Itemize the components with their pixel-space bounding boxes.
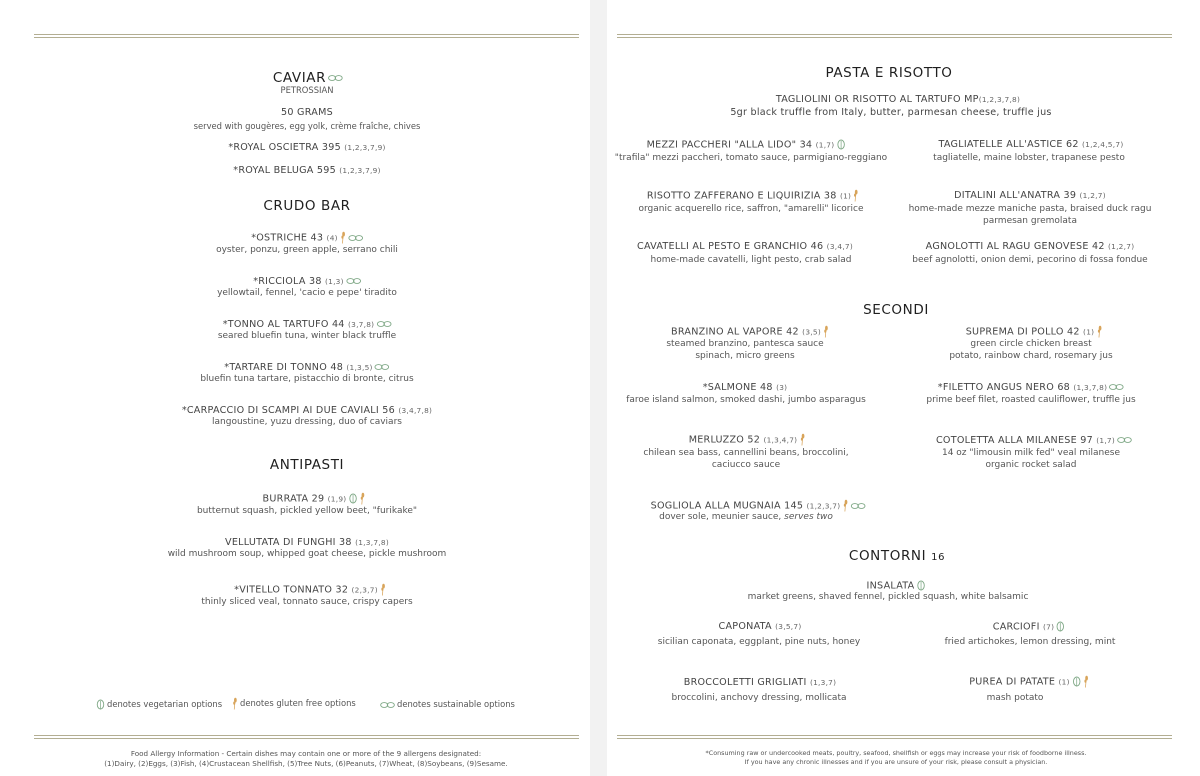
allergen-codes: (1,7): [815, 140, 835, 150]
consumer-advisory-footer: [706, 749, 1087, 767]
page-gutter: [590, 0, 607, 776]
item-description: fried artichokes, lemon dressing, mint: [944, 637, 1116, 647]
allergen-codes: (3): [776, 383, 788, 392]
item-name: BURRATA 29: [262, 493, 325, 505]
allergen-codes: (2,3,7): [351, 585, 378, 595]
menu-item: [637, 241, 853, 252]
legend-text: denotes sustainable options: [397, 699, 515, 709]
menu-item: [703, 382, 788, 393]
item-description: oyster, ponzu, green apple, serrano chili: [216, 245, 398, 255]
item-name: MERLUZZO 52: [688, 434, 761, 446]
item-description: 14 oz "limousin milk fed" veal milanese: [941, 448, 1121, 458]
contorni-price: 16: [931, 552, 946, 563]
menu-item: [233, 165, 380, 176]
sustainable-fish-icon: [375, 363, 390, 371]
item-name: AGNOLOTTI AL RAGU GENOVESE 42: [925, 241, 1105, 252]
allergen-codes: (3,5,7): [775, 622, 802, 631]
item-name: CAPONATA: [718, 621, 772, 632]
item-description: green circle chicken breast: [970, 339, 1092, 349]
menu-item: [684, 677, 837, 688]
crudo-section-title: CRUDO BAR: [263, 198, 351, 214]
item-name: MEZZI PACCHERI "ALLA LIDO" 34: [646, 139, 813, 151]
sustainable-fish-icon: [1109, 383, 1124, 391]
allergen-codes: (1,2,7): [1108, 242, 1135, 251]
item-name: *OSTRICHE 43: [251, 232, 324, 244]
bottom-rule: [617, 735, 1172, 739]
gluten-free-wheat-icon: [340, 231, 346, 244]
item-name: CAVATELLI AL PESTO E GRANCHIO 46: [636, 241, 824, 252]
allergen-codes: (1,2,3,7): [806, 501, 841, 511]
gluten-free-wheat-icon: [359, 492, 365, 505]
menu-item: [251, 231, 363, 244]
allergen-codes: (1,3,5): [346, 363, 373, 372]
caviar-section-title: [273, 70, 343, 86]
menu-item: [651, 499, 866, 512]
item-name: COTOLETTA ALLA MILANESE 97: [935, 435, 1093, 446]
sustainable-fish-icon: [376, 320, 391, 328]
legend-vegetarian: [96, 699, 222, 710]
legend-sustainable: [380, 699, 515, 709]
sustainable-fish-icon: [1117, 436, 1132, 444]
allergen-codes: (1,2,3,7,8): [978, 95, 1021, 104]
item-name: TAGLIATELLE ALL'ASTICE 62: [938, 139, 1079, 150]
menu-item: [671, 325, 829, 338]
item-description: spinach, micro greens: [695, 351, 795, 361]
menu-item: [647, 139, 846, 151]
item-description: wild mushroom soup, whipped goat cheese, pickle mushroom: [167, 549, 447, 559]
item-description: potato, rainbow chard, rosemary jus: [949, 351, 1113, 361]
contorni-title-text: CONTORNI: [848, 548, 927, 564]
gluten-free-wheat-icon: [1096, 325, 1102, 338]
allergen-codes: (1,3,7,8): [355, 538, 389, 547]
vegetarian-leaf-icon: [348, 493, 357, 504]
item-name: TAGLIOLINI OR RISOTTO AL TARTUFO MP: [775, 94, 979, 105]
menu-item: [993, 621, 1065, 633]
item-description: butternut squash, pickled yellow beet, "furikake": [196, 506, 418, 516]
item-name: BRANZINO AL VAPORE 42: [671, 326, 799, 338]
item-description: sicilian caponata, eggplant, pine nuts, honey: [657, 637, 861, 647]
item-description: parmesan gremolata: [983, 216, 1077, 226]
item-description: prime beef filet, roasted cauliflower, truffle jus: [926, 395, 1136, 405]
menu-item: [223, 319, 392, 330]
item-name: *SALMONE 48: [702, 382, 773, 393]
item-name: RISOTTO ZAFFERANO E LIQUIRIZIA 38: [646, 190, 837, 202]
menu-item: [966, 325, 1103, 338]
gluten-free-wheat-icon: [842, 499, 848, 512]
item-name: *RICCIOLA 38: [253, 276, 322, 287]
item-name: BROCCOLETTI GRIGLIATI: [683, 677, 807, 688]
menu-right-page: [607, 0, 1200, 776]
item-description: tagliatelle, maine lobster, trapanese pesto: [933, 153, 1125, 163]
menu-item: [647, 189, 859, 202]
allergen-codes: (1,2,3,7,9): [339, 166, 381, 175]
item-name: INSALATA: [866, 580, 915, 592]
menu-left-page: [0, 0, 590, 776]
legend-text: denotes gluten free options: [240, 698, 356, 708]
menu-item: [969, 675, 1089, 688]
menu-item: [689, 433, 806, 446]
caviar-served-with: served with gougères, egg yolk, crème fraîche, chives: [193, 121, 421, 131]
allergen-codes: (3,7,8): [347, 320, 375, 329]
item-description: seared bluefin tuna, winter black truffle: [217, 331, 397, 341]
item-name: DITALINI ALL'ANATRA 39: [954, 190, 1077, 201]
top-rule: [617, 34, 1172, 38]
menu-item: [182, 405, 432, 416]
item-name: *ROYAL BELUGA 595: [233, 165, 336, 176]
allergen-codes: (1,7): [1096, 436, 1116, 445]
sustainable-fish-icon: [346, 277, 361, 285]
item-description: chilean sea bass, cannellini beans, broccolini,: [643, 448, 849, 458]
allergen-codes: (1): [1058, 677, 1070, 687]
item-description: beef agnolotti, onion demi, pecorino di fossa fondue: [912, 255, 1148, 265]
vegetarian-leaf-icon: [1072, 676, 1081, 687]
item-name: *TARTARE DI TONNO 48: [224, 362, 344, 373]
menu-item: [954, 190, 1106, 201]
menu-item: [224, 362, 389, 373]
menu-item: [938, 382, 1124, 393]
legend-gluten-free: [232, 697, 356, 710]
menu-item: [228, 142, 385, 153]
sustainable-fish-icon: [850, 502, 865, 510]
item-description: organic rocket salad: [985, 460, 1077, 470]
allergen-codes: (1,3,7): [809, 678, 837, 687]
allergen-codes: (3,4,7): [826, 242, 854, 251]
caviar-subtitle: PETROSSIAN: [280, 85, 334, 95]
allergen-codes: (1,3,4,7): [763, 435, 798, 445]
footer-line: Food Allergy Information - Certain dishes may contain one or more of the 9 allergens designated:: [130, 749, 482, 758]
footer-line: If you have any chronic illnesses and if you are unsure of your risk, please consult a physician.: [744, 758, 1048, 766]
item-description: caciucco sauce: [711, 460, 781, 470]
footer-line: (1)Dairy, (2)Eggs, (3)Fish, (4)Crustacean Shellfish, (5)Tree Nuts, (6)Peanuts, (7)Wheat, (8)Soybeans, (9)Sesame.: [104, 758, 508, 768]
vegetarian-leaf-icon: [1056, 621, 1065, 632]
allergen-codes: (1,2,3,7,9): [344, 143, 386, 152]
vegetarian-leaf-icon: [96, 699, 105, 710]
item-description: market greens, shaved fennel, pickled squash, white balsamic: [747, 592, 1029, 602]
item-name: *FILETTO ANGUS NERO 68: [937, 382, 1071, 393]
sustainable-fish-icon: [380, 701, 395, 709]
footer-line: *Consuming raw or undercooked meats, poultry, seafood, shellfish or eggs may increase your risk of foodborne illness.: [705, 749, 1087, 757]
item-description: bluefin tuna tartare, pistacchio di bronte, citrus: [200, 374, 414, 384]
contorni-section-title: [849, 548, 945, 564]
gluten-free-wheat-icon: [380, 583, 386, 596]
allergen-codes: (3,5): [802, 327, 821, 337]
menu-item: [234, 583, 386, 596]
top-rule: [34, 34, 579, 38]
caviar-grams: 50 GRAMS: [281, 107, 333, 118]
item-description: mash potato: [986, 693, 1044, 703]
item-description: langoustine, yuzu dressing, duo of caviars: [212, 417, 402, 427]
antipasti-section-title: ANTIPASTI: [269, 457, 345, 473]
item-name: VELLUTATA DI FUNGHI 38: [225, 537, 352, 548]
item-description: broccolini, anchovy dressing, mollicata: [671, 693, 847, 703]
item-description: organic acquerello rice, saffron, "amarelli" licorice: [638, 204, 864, 214]
allergen-codes: (1,3,7,8): [1073, 383, 1108, 392]
item-description: [659, 512, 833, 522]
menu-item: [253, 276, 361, 287]
item-name: *CARPACCIO DI SCAMPI AI DUE CAVIALI 56: [181, 405, 395, 416]
item-name: CARCIOFI: [992, 621, 1040, 633]
menu-item: [939, 139, 1124, 150]
item-name: *VITELLO TONNATO 32: [234, 584, 349, 596]
desc-text: dover sole, meunier sauce,: [659, 512, 782, 522]
menu-item: [867, 580, 926, 592]
item-description: home-made mezze maniche pasta, braised duck ragu: [908, 204, 1152, 214]
item-description: home-made cavatelli, light pesto, crab salad: [650, 255, 852, 265]
menu-item: [936, 435, 1132, 446]
gluten-free-wheat-icon: [1083, 675, 1089, 688]
vegetarian-leaf-icon: [916, 580, 925, 591]
vegetarian-leaf-icon: [836, 139, 845, 150]
allergen-codes: (1,9): [327, 494, 347, 504]
allergen-codes: (1): [839, 191, 852, 201]
gluten-free-wheat-icon: [853, 189, 859, 202]
gluten-free-wheat-icon: [232, 697, 238, 710]
allergen-codes: (4): [326, 233, 338, 243]
menu-item: [719, 621, 802, 632]
gluten-free-wheat-icon: [799, 433, 805, 446]
item-name: PUREA DI PATATE: [969, 676, 1056, 688]
allergen-codes: (7): [1042, 622, 1055, 632]
serves-two-note: serves two: [784, 512, 833, 522]
menu-item: [776, 94, 1020, 105]
item-name: *TONNO AL TARTUFO 44: [222, 319, 345, 330]
allergen-codes: (1,2,7): [1079, 191, 1106, 200]
item-name: SUPREMA DI POLLO 42: [965, 326, 1080, 338]
caviar-title-text: CAVIAR: [272, 70, 327, 86]
pasta-section-title: PASTA E RISOTTO: [825, 65, 953, 81]
allergy-footer: [104, 749, 508, 768]
item-description: thinly sliced veal, tonnato sauce, crispy capers: [201, 597, 413, 607]
sustainable-fish-icon: [328, 74, 343, 82]
item-description: faroe island salmon, smoked dashi, jumbo asparagus: [626, 395, 866, 405]
secondi-section-title: SECONDI: [863, 302, 929, 318]
item-name: *ROYAL OSCIETRA 395: [228, 142, 341, 153]
item-description: yellowtail, fennel, 'cacio e pepe' tiradito: [217, 288, 397, 298]
allergen-codes: (3,4,7,8): [398, 406, 433, 415]
menu-item: [263, 492, 366, 505]
item-name: SOGLIOLA ALLA MUGNAIA 145: [650, 500, 804, 512]
item-description: "trafila" mezzi paccheri, tomato sauce, parmigiano-reggiano: [614, 153, 888, 163]
sustainable-fish-icon: [348, 234, 363, 242]
allergen-codes: (1,2,4,5,7): [1082, 140, 1124, 149]
menu-item: [926, 241, 1135, 252]
legend-text: denotes vegetarian options: [107, 699, 223, 709]
allergen-codes: (1): [1083, 327, 1095, 337]
bottom-rule: [34, 735, 579, 739]
gluten-free-wheat-icon: [823, 325, 829, 338]
item-description: 5gr black truffle from Italy, butter, parmesan cheese, truffle jus: [730, 107, 1052, 118]
menu-item: [225, 537, 389, 548]
allergen-codes: (1,3): [325, 277, 344, 286]
item-description: steamed branzino, pantesca sauce: [666, 339, 824, 349]
